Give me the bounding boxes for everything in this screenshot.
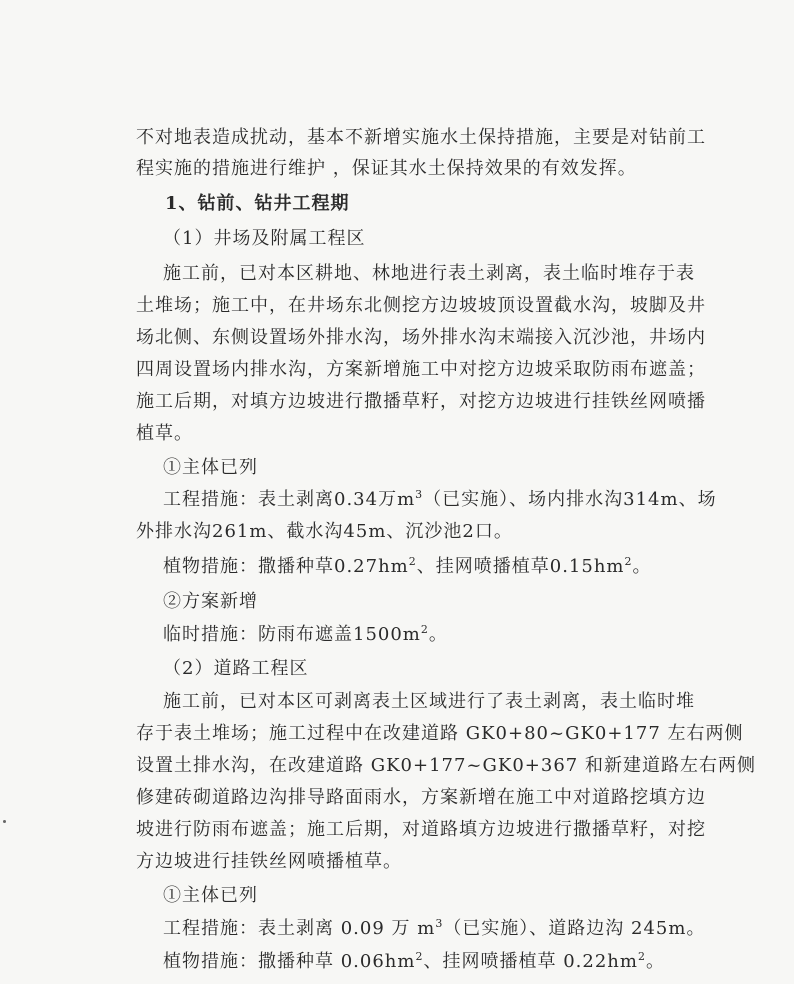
paragraph-line: 方边坡进行挂铁丝网喷播植草。 — [136, 851, 402, 872]
paragraph-line: 施工前，已对本区耕地、林地进行表土剥离，表土临时堆存于表 — [163, 263, 695, 284]
paragraph-line: 程实施的措施进行维护 ，保证其水土保持效果的有效发挥。 — [136, 158, 637, 179]
temporary-measures-line: 临时措施：防雨布遮盖$1500m^2$。 — [163, 623, 448, 645]
paragraph-line: 场北侧、东侧设置场外排水沟，场外排水沟末端接入沉沙池，井场内 — [136, 327, 706, 348]
engineering-measures-line: 工程措施：表土剥离 0.09 万 $m^3$（已实施）、道路边沟 245m。 — [163, 917, 706, 939]
paragraph-line: 不对地表造成扰动，基本不新增实施水土保持措施，主要是对钻前工 — [136, 127, 706, 148]
paragraph-line: 四周设置场内排水沟，方案新增施工中对挖方边坡采取防雨布遮盖； — [136, 359, 706, 380]
paragraph-line: 土堆场；施工中，在井场东北侧挖方边坡坡顶设置截水沟，坡脚及井 — [136, 295, 706, 316]
list-heading: ②方案新增 — [163, 591, 258, 612]
list-heading: ①主体已列 — [163, 457, 258, 478]
paragraph-line: 植草。 — [136, 423, 193, 444]
vegetation-measures-line: 植物措施：撒播种草$0.27hm^2$、挂网喷播植草$0.15hm^2$。 — [163, 555, 652, 577]
paragraph-line: 施工后期，对填方边坡进行撒播草籽，对挖方边坡进行挂铁丝网喷播 — [136, 391, 706, 412]
paragraph-line: 修建砖砌道路边沟排导路面雨水，方案新增在施工中对道路挖填方边 — [136, 787, 706, 808]
subsection-heading: （2）道路工程区 — [163, 658, 309, 679]
vegetation-measures-line: 植物措施：撒播种草 $0.06hm^2$、挂网喷播植草 $0.22hm^2$。 — [163, 950, 665, 972]
paragraph-line: 存于表土堆场；施工过程中在改建道路 GK0+80~GK0+177 左右两侧 — [136, 723, 744, 744]
scan-speck — [3, 820, 6, 823]
list-heading: ①主体已列 — [163, 885, 258, 906]
subsection-heading: （1）井场及附属工程区 — [163, 228, 366, 249]
section-heading: 1、钻前、钻井工程期 — [165, 193, 350, 214]
paragraph-line: 设置土排水沟，在改建道路 GK0+177~GK0+367 和新建道路左右两侧 — [136, 755, 756, 776]
paragraph-line: 施工前，已对本区可剥离表土区域进行了表土剥离，表土临时堆 — [163, 691, 695, 712]
paragraph-line: 坡进行防雨布遮盖；施工后期，对道路填方边坡进行撒播草籽，对挖 — [136, 819, 706, 840]
engineering-measures-line: 工程措施：表土剥离0.34万$m^3$（已实施）、场内排水沟314m、场 — [163, 488, 717, 510]
paragraph-line: 外排水沟261m、截水沟45m、沉沙池2口。 — [136, 521, 513, 542]
